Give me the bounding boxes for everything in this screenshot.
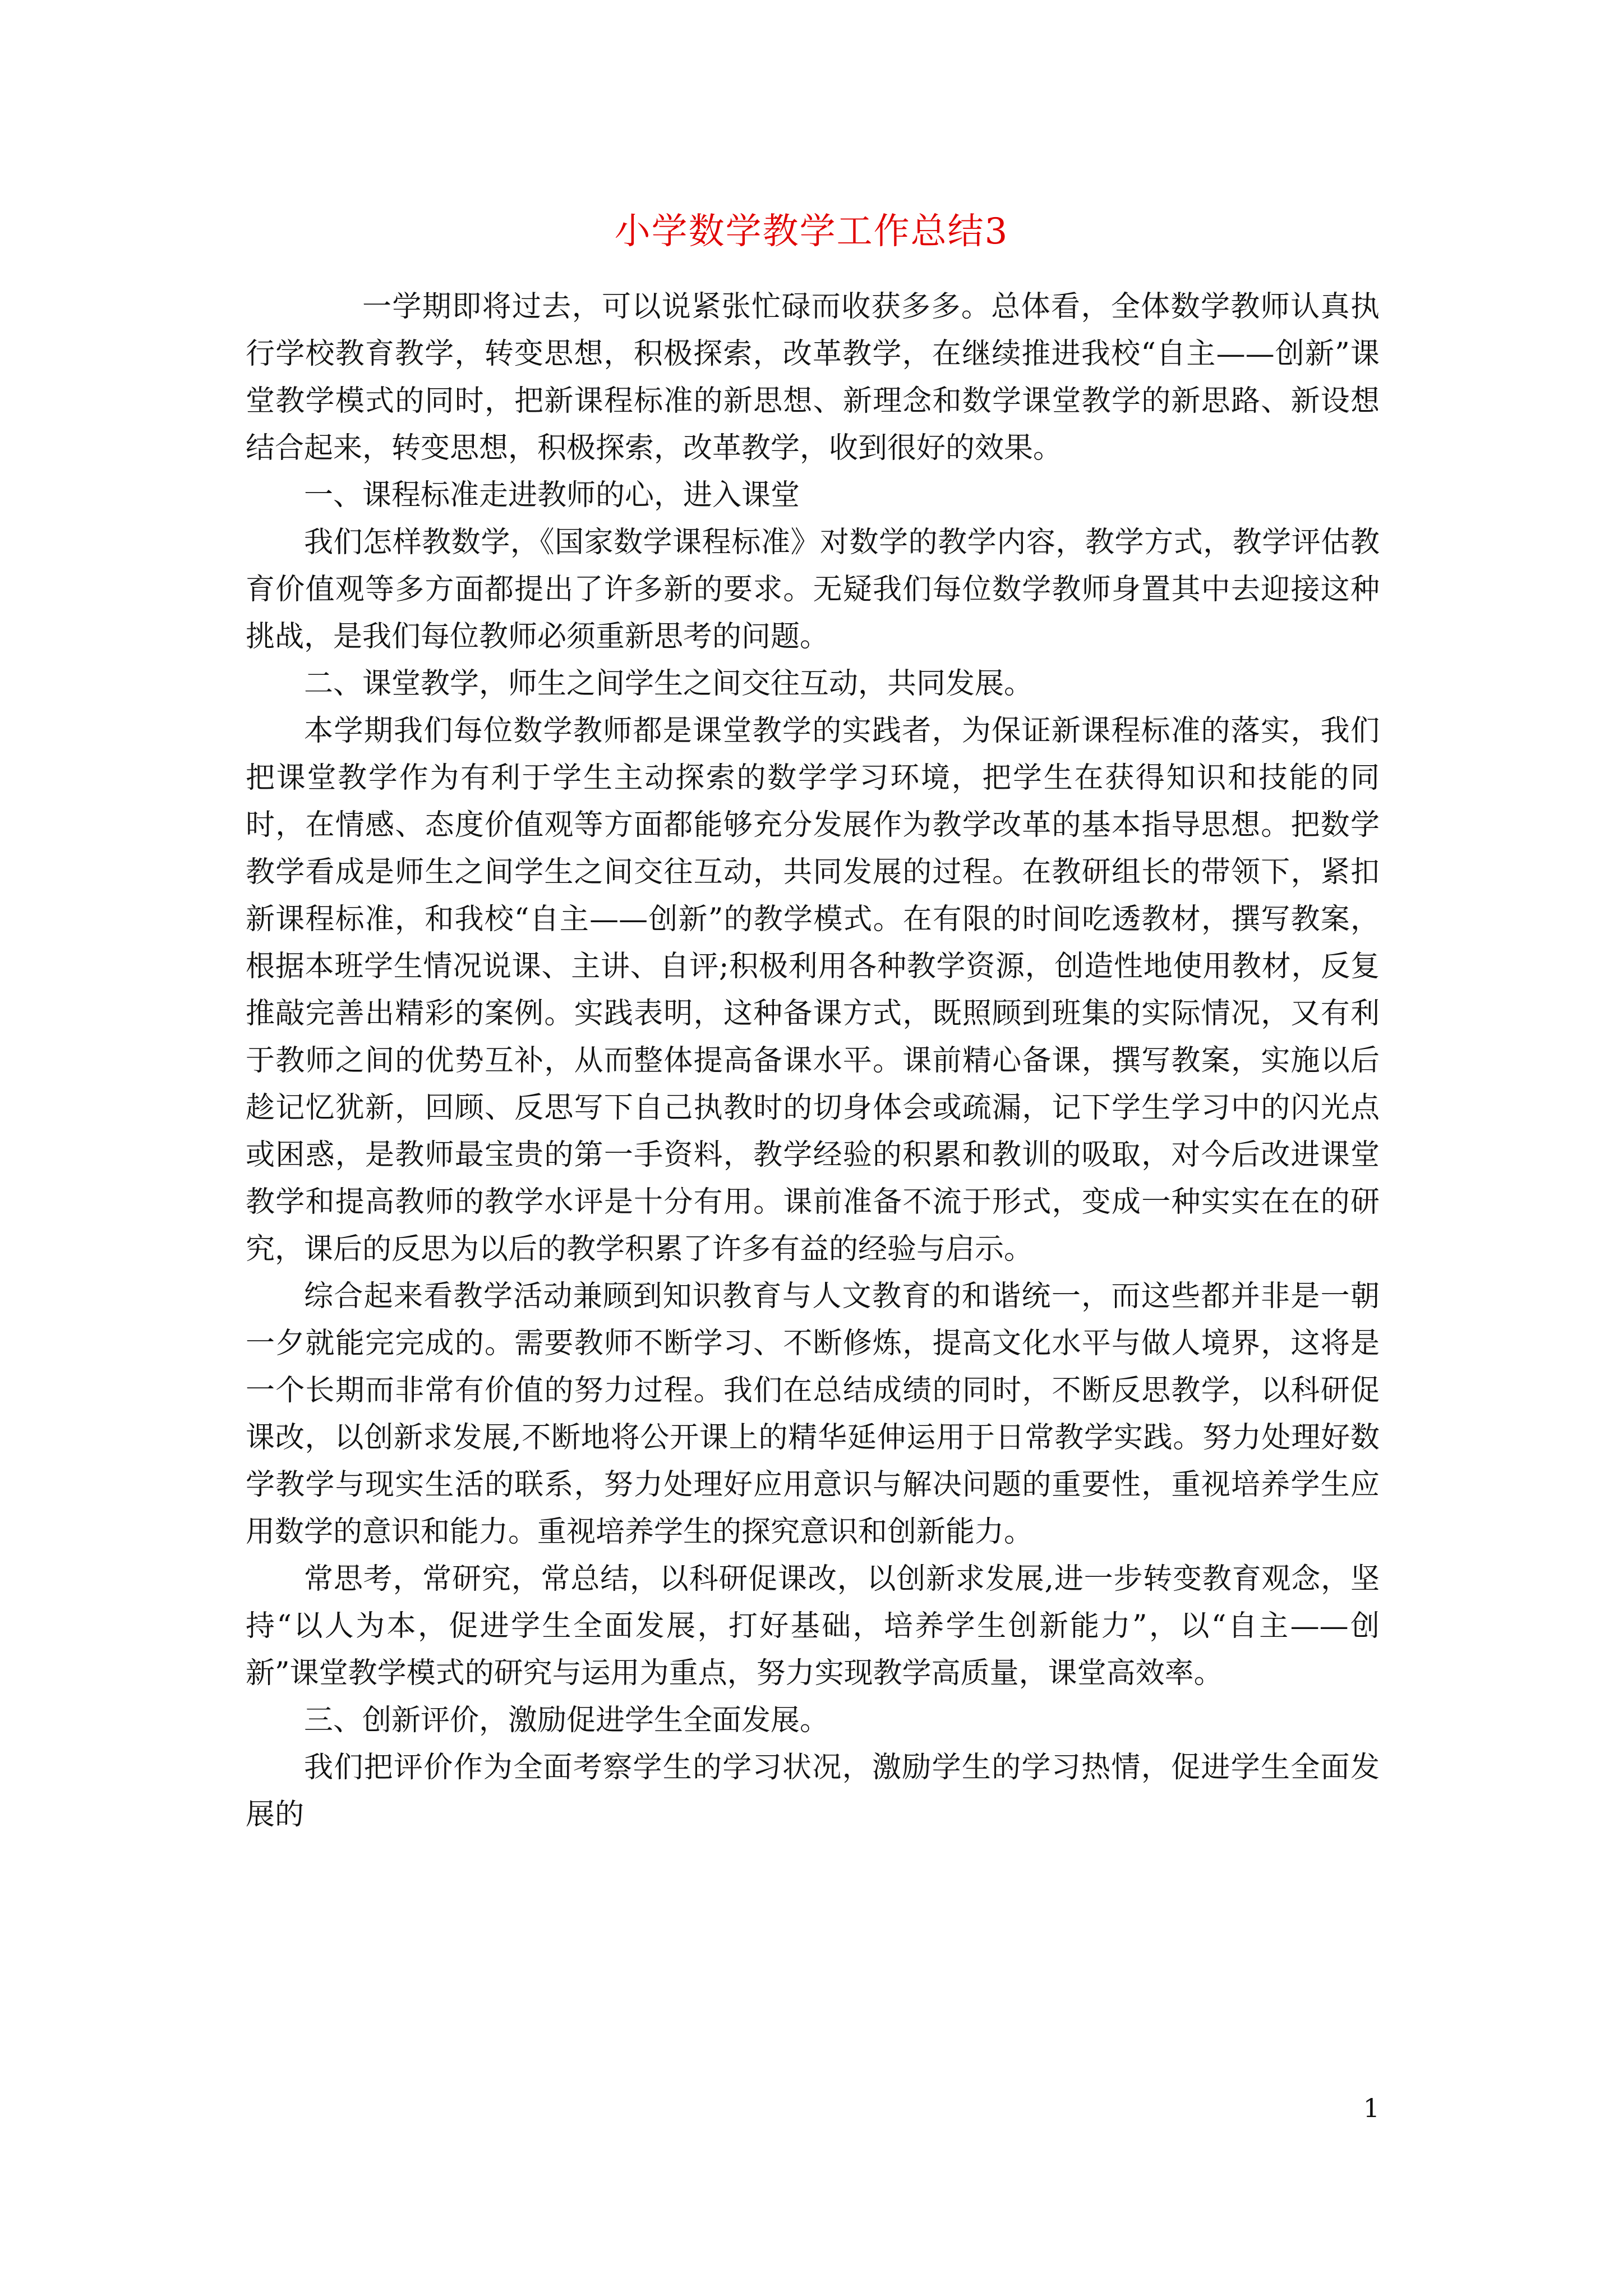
- section-heading-2: 二、课堂教学，师生之间学生之间交往互动，共同发展。: [304, 667, 1034, 701]
- document-body: [246, 283, 1380, 1838]
- paragraph: 我们把评价作为全面考察学生的学习状况，激励学生的学习热情，促进学生全面发展的: [246, 1751, 1380, 1832]
- section-heading-3: 三、创新评价，激励促进学生全面发展。: [304, 1704, 829, 1737]
- section-heading-1: 一、课程标准走进教师的心，进入课堂: [304, 478, 800, 512]
- paragraph: 本学期我们每位数学教师都是课堂教学的实践者，为保证新课程标准的落实，我们把课堂教学作为有利于学生主动探索的数学学习环境，把学生在获得知识和技能的同时，在情感、态度价值观等方面都能够充分发展作为教学改革的基本指导思想。把数学教学看成是师生之间学生之间交往互动，共同发展的过程。在教研组长的带领下，紧扣新课程标准，和我校“自主——创新”的教学模式。在有限的时间吃透教材，撰写教案，根据本班学生情况说课、主讲、自评;积极利用各种教学资源，创造性地使用教材，反复推敲完善出精彩的案例。实践表明，这种备课方式，既照顾到班集的实际情况，又有利于教师之间的优势互补，从而整体提高备课水平。课前精心备课，撰写教案，实施以后趁记忆犹新，回顾、反思写下自己执教时的切身体会或疏漏，记下学生学习中的闪光点或困惑，是教师最宝贵的第一手资料，教学经验的积累和教训的吸取，对今后改进课堂教学和提高教师的教学水评是十分有用。课前准备不流于形式，变成一种实实在在的研究，课后的反思为以后的教学积累了许多有益的经验与启示。: [246, 714, 1380, 1266]
- paragraph: 我们怎样教数学，《国家数学课程标准》对数学的教学内容，教学方式，教学评估教育价值观等多方面都提出了许多新的要求。无疑我们每位数学教师身置其中去迎接这种挑战，是我们每位教师必须重新思考的问题。: [246, 526, 1380, 654]
- document-title: 小学数学教学工作总结3: [614, 211, 1009, 252]
- page-number: 1: [1363, 2093, 1380, 2123]
- paragraph: 常思考，常研究，常总结，以科研促课改，以创新求发展,进一步转变教育观念，坚持“以人为本，促进学生全面发展，打好基础，培养学生创新能力”，以“自主——创新”课堂教学模式的研究与运用为重点，努力实现教学高质量，课堂高效率。: [246, 1562, 1380, 1690]
- paragraph-intro: 一学期即将过去，可以说紧张忙碌而收获多多。总体看，全体数学教师认真执行学校教育教学，转变思想，积极探索，改革教学，在继续推进我校“自主——创新”课堂教学模式的同时，把新课程标准的新思想、新理念和数学课堂教学的新思路、新设想结合起来，转变思想，积极探索，改革教学，收到很好的效果。: [246, 290, 1380, 465]
- paragraph: 综合起来看教学活动兼顾到知识教育与人文教育的和谐统一，而这些都并非是一朝一夕就能完完成的。需要教师不断学习、不断修炼，提高文化水平与做人境界，这将是一个长期而非常有价值的努力过程。我们在总结成绩的同时，不断反思教学，以科研促课改，以创新求发展,不断地将公开课上的精华延伸运用于日常教学实践。努力处理好数学教学与现实生活的联系，努力处理好应用意识与解决问题的重要性，重视培养学生应用数学的意识和能力。重视培养学生的探究意识和创新能力。: [246, 1280, 1380, 1549]
